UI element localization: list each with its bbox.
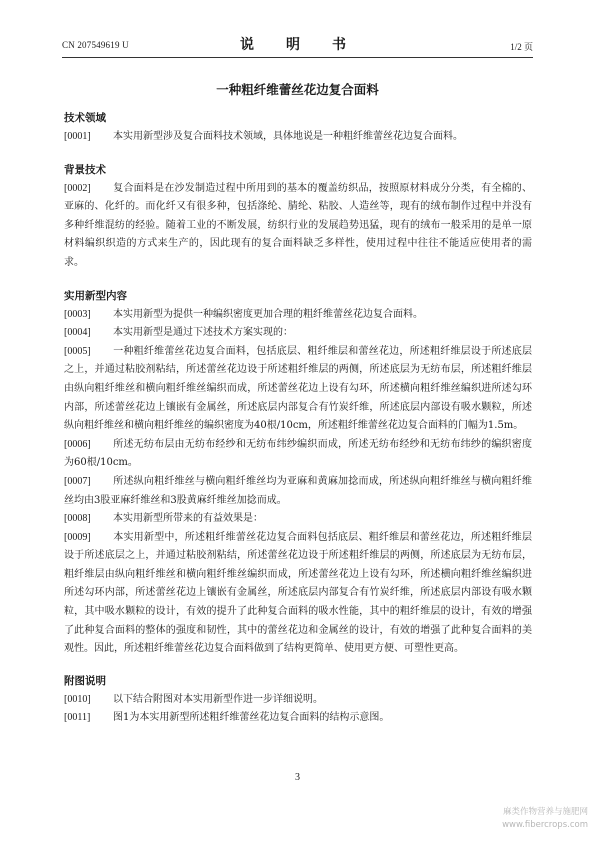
- section-heading-background: 背景技术: [64, 163, 106, 176]
- document-type: 说 明 书: [240, 37, 355, 53]
- paragraph-text: 一种粗纤维蕾丝花边复合面料，包括底层、粗纤维层和蕾丝花边，所述粗纤维层设于所述底层之上，并通过粘胶剂粘结，所述蕾丝花边设于所述粗纤维层的两侧，所述底层为无纺布层，所述粗纤维层由纵向粗纤维丝和横向粗纤维丝编织而成，所述蕾丝花边上设有勾环，所述横向粗纤维丝编织进所述勾环内部，所述蕾丝花边上镶嵌有金属丝，所述底层内部复合有竹炭纤维，所述底层内部设有吸水颗粒，所述纵向粗纤维丝和横向粗纤维丝的编织密度为40根/10cm，所述粗纤维蕾丝花边复合面料的门幅为1.5m。: [64, 345, 532, 432]
- document-body: [64, 108, 532, 728]
- paragraph-text: 复合面料是在沙发制造过程中所用到的基本的覆盖纺织品，按照原材料成分分类，有全棉的、亚麻的、化纤的。而化纤又有很多种，包括涤纶、腈纶、粘胶、人造丝等，现有的绒布制作过程中并没有多种纤维混纺的经验。随着工业的不断发展，纺织行业的发展趋势迅猛，现有的绒布一般采用的是单一原材料编织织造的方式来生产的，因此现有的复合面料缺乏多样性，使用过程中往往不能适应使用者的需求。: [64, 182, 532, 268]
- paragraph-number: [0001]: [64, 131, 91, 142]
- paragraph-text: 本实用新型为提供一种编织密度更加合理的粗纤维蕾丝花边复合面料。: [113, 308, 423, 320]
- watermark-site-name: 麻类作物营养与施肥网: [502, 807, 588, 817]
- paragraph-0004: [64, 324, 532, 343]
- paragraph-0010: [64, 691, 532, 710]
- site-watermark: [470, 806, 588, 832]
- section-heading-content: 实用新型内容: [64, 289, 127, 302]
- paragraph-0006: [64, 436, 532, 473]
- paragraph-text: 本实用新型是通过下述技术方案实现的：: [113, 327, 293, 339]
- paragraph-0008: [64, 510, 532, 529]
- paragraph-0007: [64, 473, 532, 510]
- paragraph-number: [0006]: [64, 438, 91, 450]
- paragraph-text: 本实用新型涉及复合面料技术领域，具体地说是一种粗纤维蕾丝花边复合面料。: [113, 131, 463, 142]
- paragraph-0003: [64, 306, 532, 325]
- paragraph-text: 所述无纺布层由无纺布经纱和无纺布纬纱编织而成，所述无纺布经纱和无纺布纬纱的编织密度为60根/10cm。: [64, 438, 532, 469]
- paragraph-text: 本实用新型所带来的有益效果是：: [113, 513, 263, 525]
- paragraph-number: [0005]: [64, 345, 91, 357]
- paragraph-number: [0011]: [64, 712, 91, 724]
- paragraph-text: 以下结合附图对本实用新型作进一步详细说明。: [113, 693, 323, 705]
- paragraph-text: 图1为本实用新型所述粗纤维蕾丝花边复合面料的结构示意图。: [113, 712, 390, 724]
- paragraph-number: [0003]: [64, 308, 91, 320]
- section-heading-field: 技术领域: [64, 112, 106, 124]
- paragraph-0005: [64, 343, 532, 436]
- section-heading-figures: 附图说明: [64, 674, 106, 687]
- paragraph-number: [0010]: [64, 693, 91, 705]
- paragraph-0009: [64, 529, 532, 659]
- page-number: 3: [295, 772, 300, 783]
- paragraph-number: [0002]: [64, 182, 91, 194]
- paragraph-number: [0007]: [64, 475, 91, 487]
- paragraph-number: [0008]: [64, 513, 91, 525]
- header-divider: [62, 57, 533, 58]
- page-indicator: 1/2 页: [510, 42, 533, 52]
- paragraph-text: 所述纵向粗纤维丝与横向粗纤维丝均为亚麻和黄麻加捻而成，所述纵向粗纤维丝与横向粗纤维丝均由3股亚麻纤维丝和3股黄麻纤维丝加捻而成。: [64, 475, 532, 506]
- document-title: 一种粗纤维蕾丝花边复合面料: [216, 82, 379, 97]
- paragraph-0001: [64, 128, 532, 147]
- patent-number: CN 207549619 U: [62, 40, 129, 50]
- page-header: [62, 34, 533, 56]
- paragraph-0011: [64, 709, 532, 728]
- paragraph-0002: [64, 180, 532, 273]
- watermark-url: www.fibercrops.com: [502, 820, 588, 830]
- paragraph-text: 本实用新型中，所述粗纤维蕾丝花边复合面料包括底层、粗纤维层和蕾丝花边，所述粗纤维层设于所述底层之上，并通过粘胶剂粘结，所述蕾丝花边设于所述粗纤维层的两侧，所述底层为无纺布层，粗纤维层由纵向粗纤维丝和横向粗纤维丝编织而成，所述蕾丝花边上设有勾环，所述横向粗纤维丝编织进所述勾环内部，所述蕾丝花边上镶嵌有金属丝，所述底层内部复合有竹炭纤维，所述底层内部设有吸水颗粒，其中吸水颗粒的设计，有效的提升了此种复合面料的吸水性能，其中的粗纤维层的设计，有效的增强了此种复合面料的整体的强度和韧性，其中的蕾丝花边和金属丝的设计，有效的增强了此种复合面料的美观性。因此，所述粗纤维蕾丝花边复合面料做到了结构更简单、使用更方便、可塑性更高。: [64, 531, 532, 655]
- paragraph-number: [0009]: [64, 531, 91, 543]
- paragraph-number: [0004]: [64, 327, 91, 339]
